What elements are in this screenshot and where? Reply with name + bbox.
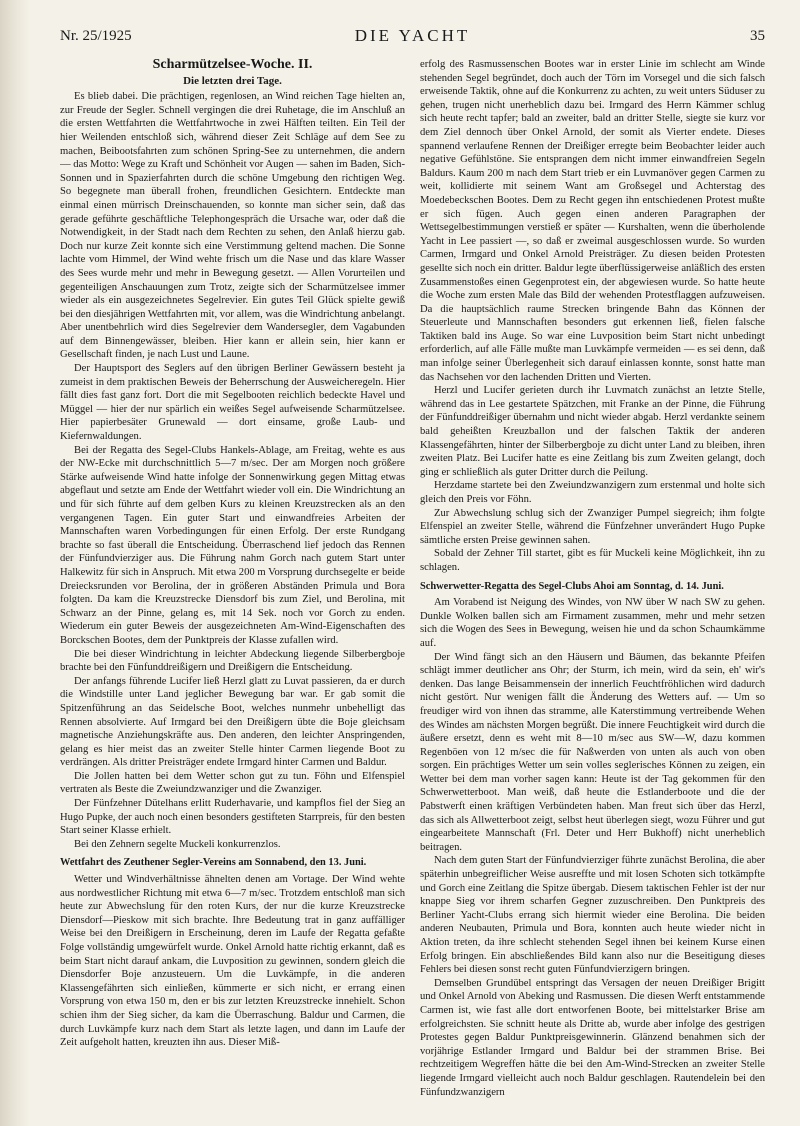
paragraph: Es blieb dabei. Die prächtigen, regenlosen, an Wind reichen Tage hielten an, zur Freude der Segler. Schnell vergingen die drei Ruhetage, die im Anschluß an die ersten Wettfahrten die Wettfahrtwoche in zwei Hälften teilten. Ein Teil der hier Weilenden entschloß sich, während dieser Zeit Schläge auf dem See zu machen, Beibootsfahrten zum schönen Spring-See zu unternehmen, die andern — das Motto: Wege zu Kraft und Schönheit vor Augen — sahen im Baden, Sich-Sonnen und in Spazierfahrten durch die schöne Umgebung den richtigen Weg. So begegnete man überall frohen, freundlichen Gesichtern. Entdeckte man einmal einen mürrisch Dreinschauenden, so konnte man sicher sein, daß das gerade geführte geschäftliche Telephongespräch die Ursache war, oder daß die Notwendigkeit, in der Stadt nach dem Rechten zu sehen, den Anlaß hierzu gab. Doch nur kurze Zeit konnte sich eine Verstimmung geltend machen. Die Sonne lachte vom Himmel, der Wind wehte frisch um die Nase und das klare Wasser des Sees wurde mehr und mehr in Bewegung gesetzt. — Allen Vorurteilen und gegenteiligen Anschauungen zum Trotz, zeigte sich der Scharmützelsee immer wieder als ein ausgezeichnetes Segelrevier. Ein gutes Teil Glück spielte gewiß bei den diesjährigen Wettfahrten mit, vor allem, was die Windrichtung anbelangt. Aber unentbehrlich wird dies Segelrevier dem Wandersegler, dem Vagabunden auf dem Binnengewässer, bleiben. Hier kann er allein sein, hier kann er Gesellschaft finden, je nach Lust und Laune. [60,91,405,361]
paragraph: Bei der Regatta des Segel-Clubs Hankels-Ablage, am Freitag, wehte es aus der NW-Ecke mit durchschnittlich 5—7 m/sec. Der am Morgen noch größere Stärke aufweisende Wind hatte infolge der Sonnenwirkung gegen Mittag etwas abgeflaut und setzte am Ende der Wettfahrt wieder voll ein. Die Windrichtung an und für sich führte auf dem gelben Kurs zu kleinen Kreuzstrecken als an den vergangenen Tagen. Ein guter Start und einwandfreies Arbeiten der Mannschaften waren Vorbedingungen für einen Erfolg. Der erste Rundgang brachte so fast überall die Entscheidung. Überraschend lief jedoch das Rennen der Fünfundvierziger aus. Die Führung nahm Gorch nach gutem Start unter Halkewitz für sich in Anspruch. Mit etwa 200 m Vorsprung durchsegelte er beide Dreiecksrunden vor Berolina, der in größeren Abständen Primula und Bora folgten. Da kam die Kreuzstrecke Diensdorf bis zum Ziel, und Berolina, mit Schwarz an der Pinne, gelang es, mit 14 Sek. noch vor Gorch zu enden. Wiederum ein guter Beweis der ausgezeichneten Am-Wind-Eigenschaften des Borckschen Bootes, dem der Punktpreis der Klasse zufallen wird. [60,444,405,646]
article-title: Scharmützelsee-Woche. II. [152,58,313,72]
paragraph: Wetter und Windverhältnisse ähnelten denen am Vortage. Der Wind wehte aus nordwestlicher Richtung mit etwa 6—7 m/sec. Trotzdem entschloß man sich heute zur Abwechslung für den roten Kurs, der nur die kurze Kreuzstrecke Diensdorf—Pieskow mit sich brachte. Ihre Bedeutung trat in ganz auffälliger Weise bei den Dreißigern in Erscheinung, deren im Laufe der Regatta gefaßte Folge vollständig umgewürfelt wurde. Onkel Arnold hatte richtig erkannt, daß es beim Start nicht darauf ankam, die Luvposition zu gewinnen, sondern gleich die Diensdorfer Boje anzusteuern. Um die Luvkämpfe, in die anderen Klassengefährten sich einließen, kümmerte er sich nicht, er errang einen Vorsprung von etwa 150 m, den er bis zur letzten Kreuzstrecke innehielt. Schon schien ihm der Sieg sicher, da kam die Überraschung. Baldur und Carmen, die durch Luvkämpfe kurz nach dem Start als letzte lagen, und dann im Laufe der Zeit aufgeholt hatten, kreuzten ihn aus. Dieser Miß- [60,874,405,1049]
paragraph: Der Hauptsport des Seglers auf den übrigen Berliner Gewässern besteht ja zumeist in dem praktischen Beweis der Beherrschung der Ausweicheregeln. Hier fällt dies fast ganz fort. Dort die mit Segelbooten reichlich bedeckte Havel und Müggel — hier der nur spärlich ein weißes Segel aufweisende Scharmützelsee. Hier papierbesäter Grunewald — dort einsame, große Laub- und Kiefernwaldungen. [60,363,405,443]
paragraph: Am Vorabend ist Neigung des Windes, von NW über W nach SW zu gehen. Dunkle Wolken ballen sich am Firmament zusammen, mehr und mehr setzen sich die Wogen des Sees in Bewegung, weisen hie und da schon Schaumkämme auf. [420,597,765,649]
paragraph: Demselben Grundübel entspringt das Versagen der neuen Dreißiger Brigitt und Onkel Arnold von Abeking und Rasmussen. Die diesen Werft entstammende Carmen ist, wie fast alle dort entworfenen Boote, bei mittelstarker Brise am erfolgreichsten. Sie schnitt heute als Dritte ab, wurde aber infolge des gestrigen Protestes gegen Baldur Punktpreisgewinnerin. Glänzend benahmen sich der vorjährige Estlander Irmgard und Baldur bei der strammen Brise. Bei rechtzeitigem Wegreffen hätte die bei den Am-Wind-Strecken an zweiter Stelle liegende Irmgard vielleicht auch noch Baldur geschlagen. Rautendelein bei den Fünfundzwanzigern [420,977,765,1098]
page-number: 35 [750,28,765,44]
paragraph: Die bei dieser Windrichtung in leichter Abdeckung liegende Silberbergboje brachte bei den Fünfunddreißigern und Dreißigern die Entscheidung. [60,648,405,674]
left-column [60,58,405,1108]
paragraph: Herzl und Lucifer gerieten durch ihr Luvmatch zunächst an letzte Stelle, während das in Lee gestartete Spätzchen, mit Franke an der Pinne, die Führung der Fünfunddreißiger übernahm und nicht wieder abgab. Herzl verdankte seinem bald geheißten Kreuzballon und der falschen Taktik der anderen Klassengefährten, hinter der Silberbergboje zu dicht unter Land zu bleiben, ihren zweiten Platz. Bei Lucifer hatte es eine Zeitlang bis zum Zweiten gelangt, doch ging er schließlich als guter Dritter durch die Peilung. [420,385,765,478]
magazine-title: DIE YACHT [354,26,471,45]
paragraph: erfolg des Rasmussenschen Bootes war in erster Linie im schlecht am Winde stehenden Segel begründet, doch auch der Törn im Vorsegel und die sich falsch erweisende Taktik, ohne auf die Konkurrenz zu achten, zu weit unters Süduser zu gehen, trugen nicht unerheblich dazu bei. Irmgard des Herrn Kämmer schlug sich heute recht tapfer; bald an zweiter, bald an dritter Stelle, siegte sie kurz vor dem Ziel dennoch über Onkel Arnold, der somit als Vierter endete. Dieses spannend verlaufene Rennen der Dreißiger erregte beim Beobachter leider auch negative Gefühlstöne. Sie entsprangen dem nicht immer einwandfreien Segeln Baldurs. Kaum 200 m nach dem Start trieb er ein Luvmanöver gegen Carmen zu weit, kollidierte mit seinem Want am Großsegel und Achterstag des Moedebeckschen Bootes. Dem zu Recht gegen ihn entschiedenen Protest mußte er sich fügen. Auch gegen einen anderen Paragraphen der Wettsegelbestimmungen verstieß er später — Kurshalten, wenn die überholende Yacht in Lee passiert —, so daß er zweimal ausgeschlossen wurde. So wurden Carmen, Irmgard und Onkel Arnold Preisträger. Zu diesen beiden Protesten gesellte sich noch ein dritter. Baldur legte überflüssigerweise anläßlich des ersten Zusammenstoßes einen Gegenprotest ein, der abgewiesen wurde. So hatte heute die Woche zum ersten Male das Bild der wehenden Protestflaggen aufzuweisen. Da die hauptsächlich raume Strecken bringende Bahn das Können der Steuerleute und Mannschaften besonders gut erkennen ließ, fielen falsche Taktiken bald ins Auge. So war eine Luvposition beim Start nicht unbedingt erforderlich, auf alle Fälle mußte man Luvkämpfe vermeiden — es sei denn, daß man infolge seiner Überlegenheit sich darauf einlassen konnte, sonst hatte man das Nachsehen vor den lachenden Dritten und Vierten. [420,59,765,383]
paragraph: Die Jollen hatten bei dem Wetter schon gut zu tun. Föhn und Elfenspiel vertraten als Beste die Zweiundzwanziger und die Zwanziger. [60,770,405,796]
issue-number: Nr. 25/1925 [60,28,132,44]
page-header [60,24,765,48]
paragraph: Zur Abwechslung schlug sich der Zwanziger Pumpel siegreich; ihm folgte Elfenspiel an zweiter Stelle, während die Fünfzehner unverändert Hugo Pupke sämtliche ersten Preise gewinnen sahen. [420,507,765,546]
paragraph: Der anfangs führende Lucifer ließ Herzl glatt zu Luvat passieren, da er durch die Windstille unter Land jeglicher Bewegung bar war. Er gab somit die Spitzenführung an das Seidelsche Boot, welches nunmehr unbehelligt das Rennen absolvierte. Auf Irmgard bei den Dreißigern übte die Boje gleichsam magnetische Anziehungskräfte aus. Den anderen, den leichter Anspringenden, gelang es hier meist das an zweiter Stelle hinter Carmen liegende Boot zu verdrängen. Als dritter Preisträger endete Irmgard hinter Carmen und Baldur. [60,675,405,769]
paragraph: Der Fünfzehner Dütelhans erlitt Ruderhavarie, und kampflos fiel der Sieg an Hugo Pupke, der auch noch einen besonders gestifteten Starrpreis, für den besten Start seiner Klasse erhielt. [60,798,405,837]
section-heading: Wettfahrt des Zeuthener Segler-Vereins am Sonnabend, den 13. Juni. [60,857,367,869]
paragraph: Nach dem guten Start der Fünfundvierziger führte zunächst Berolina, die aber späterhin unbegreiflicher Weise ausreffte und mit losen Schoten sich totkämpfte und Gorch eine Zeitlang die Spitze übergab. Diesem taktischen Fehler ist der nur knappe Sieg vor ihrem scharfen Gegner zuzuschreiben. Den Punktpreis des Berliner Yacht-Clubs errang sich hiermit wieder eine Berolina. Die beiden anderen Neubauten, Primula und Bora, konnten auch heute wieder nicht in Aktion treten, da ihre schlecht stehenden Segel ihnen bei keinem Kurse einen Erfolg bringen. Ein abschließendes Bild kann also nur die Beseitigung dieses Fehlers bei diesen sonst recht guten Fünfundvierzigern bringen. [420,855,765,976]
page-gutter [0,0,30,1126]
right-column [420,58,765,1108]
paragraph: Der Wind fängt sich an den Häusern und Bäumen, das bekannte Pfeifen schlägt immer deutlicher ans Ohr; der Sturm, ich mein, wird da sein, eh' wir's denken. Das lange Beisammensein der innerlich Feuchtfröhlichen wird dadurch nicht gestört. Nur wenigen fällt die Änderung des Wetters auf. — Um so freudiger wird von ihnen das stramme, alle Katerstimmung vertreibende Wehen des Windes am nächsten Morgen begrüßt. Die innere Feuchtigkeit wird durch die äußere ersetzt, denn es weht mit 8—10 m/sec aus SW—W, dazu kommen Regenböen von 12 m/sec die für Naßwerden von unten als auch von oben sorgen. Ein prächtiges Wetter um sein volles seglerisches Können zu zeigen, ein Wetter bei dem man vorher sagen kann: Heute ist der Tag gekommen für den Schwerwetterboot. Man weiß, daß heute die Estlanderboote und die der Pabstwerft einen kräftigen Verbündeten haben. Man freut sich über das Herzl, das sich als Allwetterboot zeigt, selbst heut überlegen siegt, wozu Führer und gut eingearbeitete Mannschaft (Frl. Deter und Herr Bukhoff) nicht unerheblich beitragen. [420,651,765,853]
paragraph: Herzdame startete bei den Zweiundzwanzigern zum erstenmal und holte sich gleich den Preis vor Föhn. [420,480,765,505]
paragraph: Sobald der Zehner Till startet, gibt es für Muckeli keine Möglichkeit, ihn zu schlagen. [420,548,765,573]
article-subtitle: Die letzten drei Tage. [183,74,282,87]
section-heading: Schwerwetter-Regatta des Segel-Clubs Ahoi am Sonntag, d. 14. Juni. [420,580,724,592]
paragraph: Bei den Zehnern segelte Muckeli konkurrenzlos. [74,838,281,850]
